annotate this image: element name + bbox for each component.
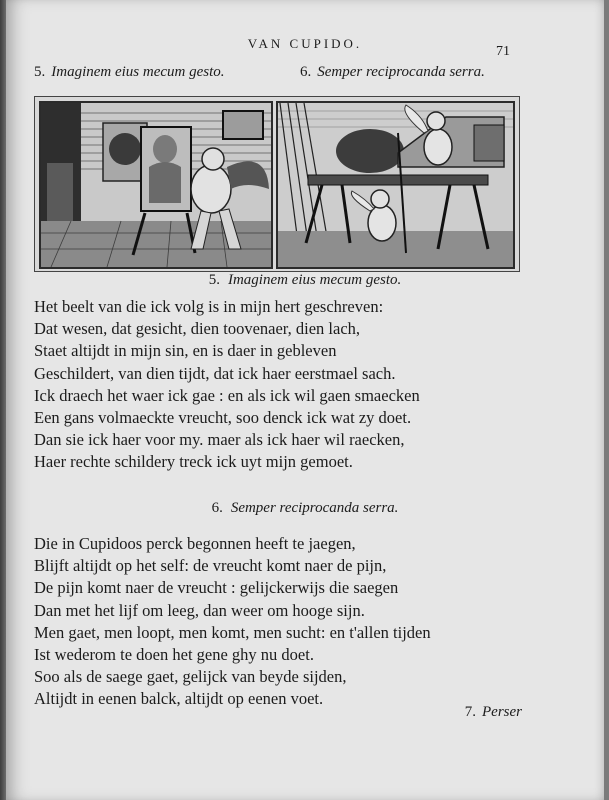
verse-line: Het beelt van die ick volg is in mijn hert geschreven: <box>34 297 384 316</box>
emblem-number: 5. <box>34 64 46 80</box>
section-title <box>6 500 604 517</box>
emblem-caption-right <box>300 64 485 81</box>
engraving-painter-scene <box>39 101 273 269</box>
emblem-motto: Semper reciprocanda serra. <box>317 64 485 80</box>
verse-line: Altijdt in eenen balck, altijdt op eenen voet. <box>34 689 324 709</box>
running-head: VAN CUPIDO. <box>247 36 363 51</box>
section-motto: Imaginem eius mecum gesto. <box>227 272 402 288</box>
emblem-number: 6. <box>300 64 312 80</box>
emblem-caption-left <box>34 64 225 81</box>
catchword-text: Perser <box>482 704 522 720</box>
verse-line: De pijn komt naer de vreucht : gelijckerwijs die saegen <box>34 578 399 598</box>
verse-line: Dan sie ick haer voor my. maer als ick haer wil raecken, <box>34 430 405 450</box>
catchword-number: 7. <box>464 704 476 720</box>
verse-line: Blijft altijdt op het self: de vreucht komt naer de pijn, <box>34 556 387 576</box>
verse-stanza <box>34 296 420 474</box>
verse-line: Die in Cupidoos perck begonnen heeft te jaegen, <box>34 534 356 553</box>
catchword <box>465 704 522 721</box>
section-number: 5. <box>208 272 220 288</box>
verse-stanza <box>34 533 431 711</box>
verse-line: Dat wesen, dat gesicht, dien toovenaer, dien lach, <box>34 319 361 339</box>
verse-line: Staet altijdt in mijn sin, en is daer in gebleven <box>34 341 337 361</box>
verse-line: Haer rechte schildery treck ick uyt mijn gemoet. <box>34 452 353 472</box>
verse-line: Een gans volmaeckte vreucht, soo denck ick wat zy doet. <box>34 407 412 427</box>
emblem-motto: Imaginem eius mecum gesto. <box>51 64 225 80</box>
verse-line: Dan met het lijf om leeg, dan weer om hooge sijn. <box>34 600 365 620</box>
section-motto: Semper reciprocanda serra. <box>230 500 399 516</box>
engraving-sawing-scene <box>276 101 515 269</box>
engraving-frame <box>34 96 520 272</box>
verse-line: Ist wederom te doen het gene ghy nu doet. <box>34 644 314 664</box>
page-number: 71 <box>496 44 510 59</box>
section-number: 6. <box>211 500 223 516</box>
verse-line: Geschildert, van dien tijdt, dat ick haer eerstmael sach. <box>34 363 396 383</box>
verse-line: Men gaet, men loopt, men komt, men sucht: en t'allen tijden <box>34 622 431 642</box>
verse-line: Ick draech het waer ick gae : en als ick wil gaen smaecken <box>34 385 420 405</box>
book-page <box>6 0 604 800</box>
verse-line: Soo als de saege gaet, gelijck van beyde sijden, <box>34 667 347 687</box>
section-title <box>6 272 604 289</box>
